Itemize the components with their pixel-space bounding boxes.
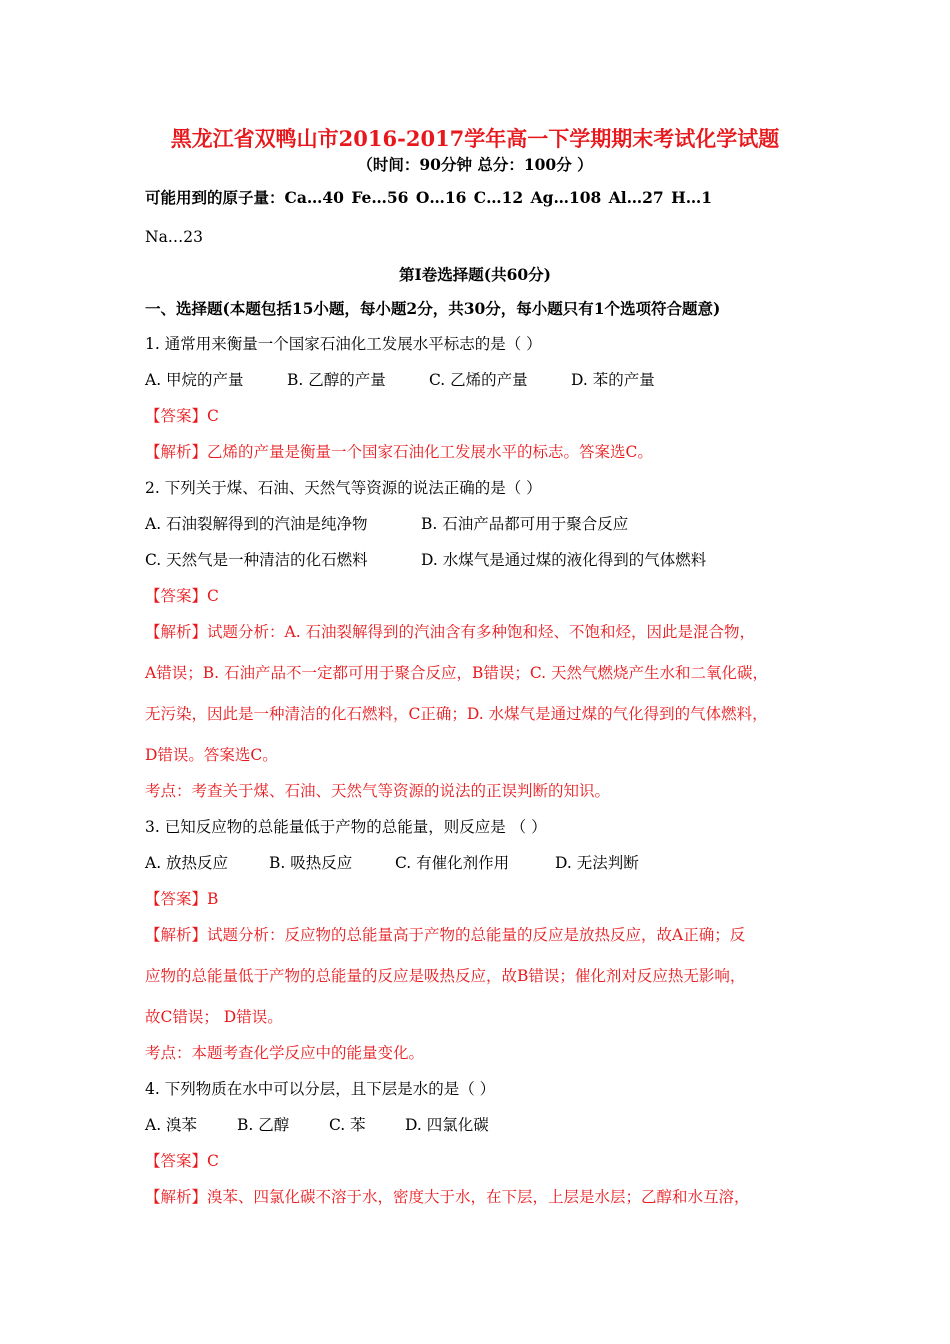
- question-4-option-d: D. 四氯化碳: [405, 1116, 489, 1134]
- question-1-option-d: D. 苯的产量: [571, 371, 655, 389]
- question-3-answer: 【答案】B: [145, 890, 219, 908]
- question-2-answer: 【答案】C: [145, 587, 219, 605]
- question-3-stem: 3. 已知反应物的总能量低于产物的总能量，则反应是 （ ）: [145, 818, 547, 836]
- question-1-option-b: B. 乙醇的产量: [287, 371, 386, 389]
- question-2-option-d: D. 水煤气是通过煤的液化得到的气体燃料: [421, 551, 707, 569]
- document-title: 黑龙江省双鸭山市2016-2017学年高一下学期期末考试化学试题: [170, 126, 780, 151]
- question-2-option-b: B. 石油产品都可用于聚合反应: [421, 515, 629, 533]
- question-4-analysis: 【解析】溴苯、四氯化碳不溶于水，密度大于水，在下层，上层是水层；乙醇和水互溶，: [145, 1188, 750, 1206]
- document-subtitle: （时间：90分钟 总分：100分 ）: [357, 155, 593, 174]
- question-1-option-a: A. 甲烷的产量: [145, 371, 244, 389]
- question-2-analysis-line-1: 【解析】试题分析：A. 石油裂解得到的汽油含有多种饱和烃、不饱和烃，因此是混合物，: [145, 623, 756, 641]
- question-4-options: [145, 1113, 489, 1135]
- question-3-option-a: A. 放热反应: [145, 854, 229, 872]
- question-4-option-b: B. 乙醇: [237, 1116, 290, 1134]
- question-2-option-a: A. 石油裂解得到的汽油是纯净物: [145, 515, 368, 533]
- question-3-options: [145, 851, 639, 873]
- question-2-analysis-line-3: 无污染，因此是一种清洁的化石燃料，C正确；D. 水煤气是通过煤的气化得到的气体燃料，: [145, 705, 768, 723]
- section-title: 第Ⅰ卷选择题(共60分): [399, 265, 551, 284]
- question-4-answer: 【答案】C: [145, 1152, 219, 1170]
- question-4-stem: 4. 下列物质在水中可以分层，且下层是水的是（ ）: [145, 1080, 496, 1098]
- question-3-analysis-line-3: 故C错误； D错误。: [145, 1008, 283, 1026]
- question-2-analysis-line-4: D错误。答案选C。: [145, 746, 278, 764]
- question-2-options-row-2: [145, 548, 706, 570]
- question-2-options-row-1: [145, 512, 628, 534]
- question-1-analysis: 【解析】乙烯的产量是衡量一个国家石油化工发展水平的标志。答案选C。: [145, 443, 653, 461]
- question-1-answer: 【答案】C: [145, 407, 219, 425]
- question-3-point: 考点：本题考查化学反应中的能量变化。: [145, 1044, 425, 1062]
- question-2-option-c: C. 天然气是一种清洁的化石燃料: [145, 551, 368, 569]
- question-2-analysis-line-2: A错误；B. 石油产品不一定都可用于聚合反应，B错误；C. 天然气燃烧产生水和二氧化碳，: [145, 664, 768, 682]
- part-title: 一、选择题(本题包括15小题，每小题2分，共30分，每小题只有1个选项符合题意): [145, 299, 721, 318]
- question-3-option-c: C. 有催化剂作用: [395, 854, 510, 872]
- question-3-option-d: D. 无法判断: [555, 854, 639, 872]
- question-4-option-a: A. 溴苯: [145, 1116, 198, 1134]
- question-1-stem: 1. 通常用来衡量一个国家石油化工发展水平标志的是（ ）: [145, 335, 542, 353]
- question-2-stem: 2. 下列关于煤、石油、天然气等资源的说法正确的是（ ）: [145, 479, 542, 497]
- question-3-option-b: B. 吸热反应: [269, 854, 353, 872]
- question-3-analysis-line-2: 应物的总能量低于产物的总能量的反应是吸热反应，故B错误；催化剂对反应热无影响，: [145, 967, 746, 985]
- atomic-mass-line: 可能用到的原子量：Ca…40 Fe…56 O…16 C…12 Ag…108 Al…27 H…1: [145, 188, 713, 207]
- atomic-mass-line-cont: Na…23: [145, 228, 204, 246]
- question-4-option-c: C. 苯: [329, 1116, 366, 1134]
- question-1-options: [145, 368, 655, 390]
- question-1-option-c: C. 乙烯的产量: [429, 371, 528, 389]
- question-3-analysis-line-1: 【解析】试题分析：反应物的总能量高于产物的总能量的反应是放热反应，故A正确；反: [145, 926, 746, 944]
- question-2-point: 考点：考查关于煤、石油、天然气等资源的说法的正误判断的知识。: [145, 782, 611, 800]
